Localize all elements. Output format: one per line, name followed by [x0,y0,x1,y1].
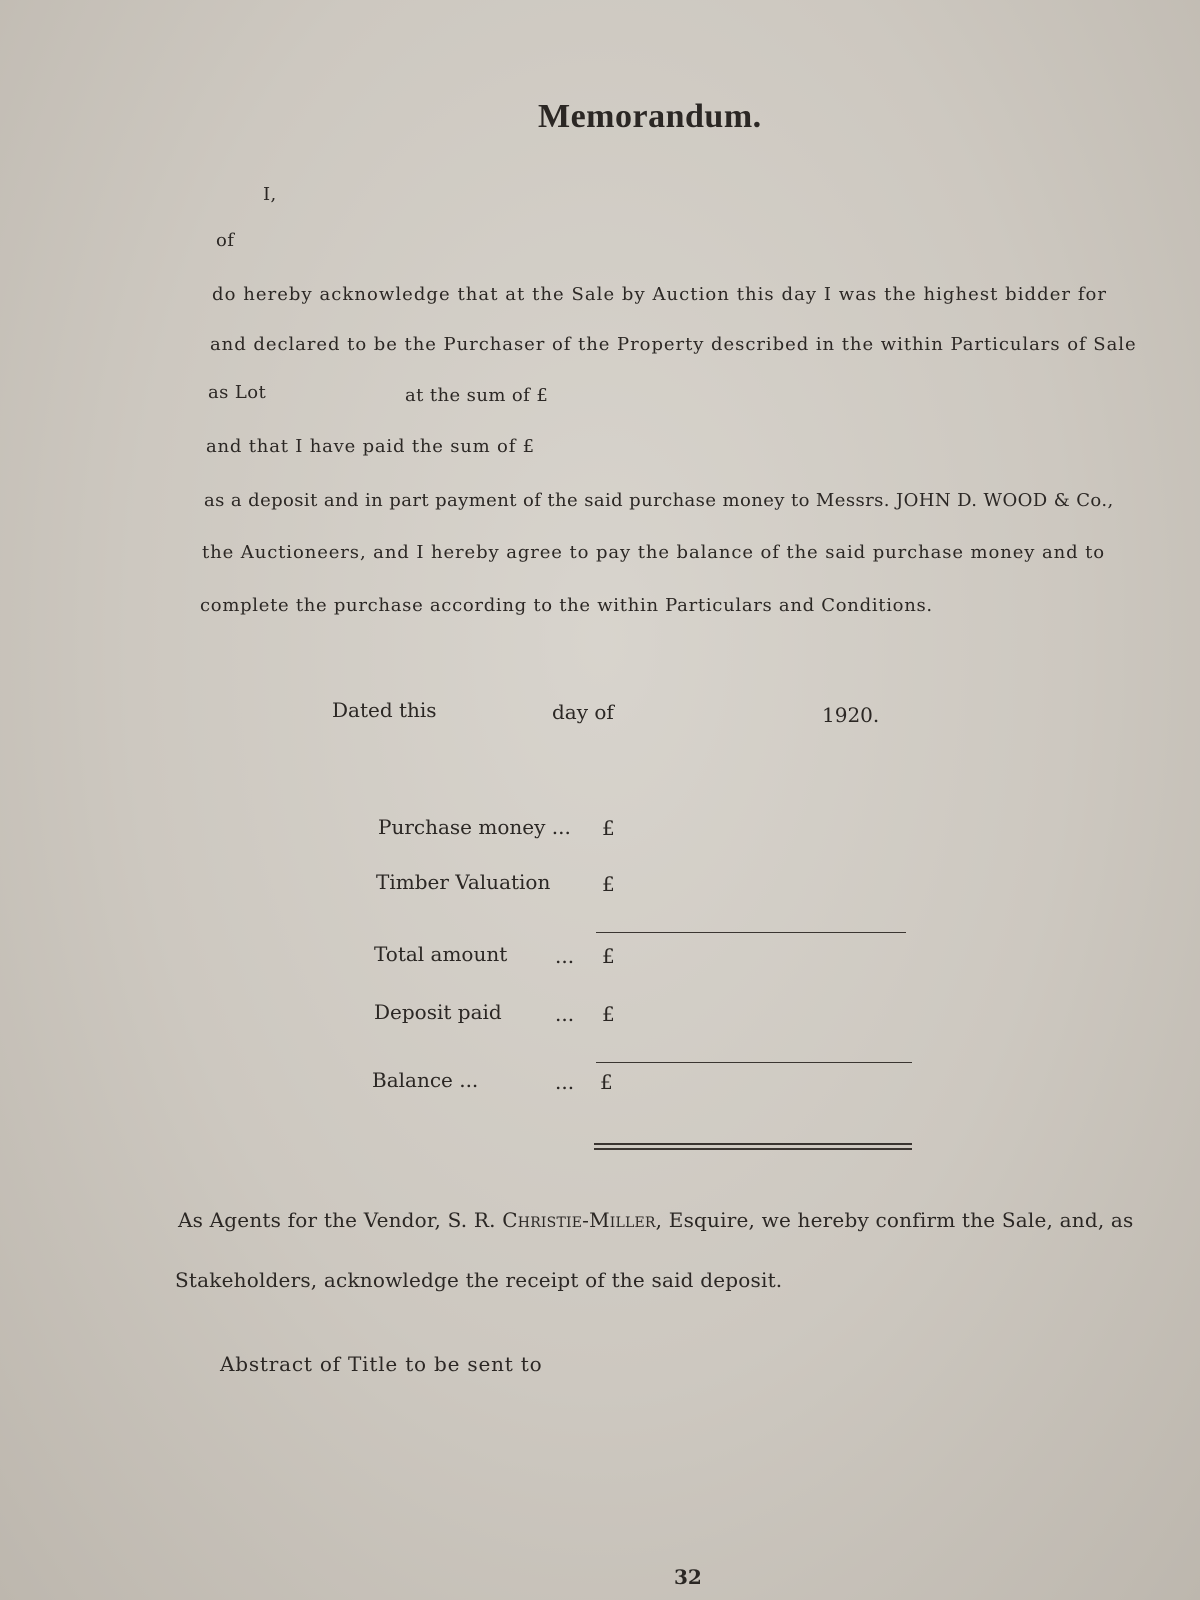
vendor-line-2: Stakeholders, acknowledge the receipt of the said deposit. [175,1268,783,1292]
dots: ... [555,944,575,968]
pound-sign: £ [600,1070,613,1094]
account-label: Timber Valuation [376,870,551,894]
account-label: Purchase money ... [378,815,571,839]
pound-sign: £ [602,816,615,840]
vendor-line-1 [178,1208,1134,1232]
balance-double-rule-top [594,1143,912,1145]
sum-label: at the sum of £ [405,385,549,406]
account-label: Total amount [374,942,508,966]
dots: ... [555,1070,575,1094]
pound-sign: £ [602,872,615,896]
day-of: day of [552,700,614,724]
deposit-line: as a deposit and in part payment of the said purchase money to Messrs. JOHN D. WOOD & Co., [204,490,1114,511]
body-line-1: do hereby acknowledge that at the Sale by Auction this day I was the highest bidder for [212,284,1108,305]
intro-i: I, [263,184,277,205]
vendor-text: As Agents for the Vendor, S. R. [178,1208,503,1232]
vendor-text: , Esquire, we hereby confirm the Sale, and, as [655,1208,1134,1232]
subtotal-rule [596,932,906,933]
pound-sign: £ [602,1002,615,1026]
vendor-name: Christie-Miller [502,1208,656,1232]
body-line-2: and declared to be the Purchaser of the Property described in the within Particulars of Sale [210,334,1137,355]
lot-label: as Lot [208,382,267,403]
year: 1920. [822,703,880,727]
account-label: Balance ... [372,1068,479,1092]
agree-line: the Auctioneers, and I hereby agree to pay the balance of the said purchase money and to [202,542,1106,563]
intro-of: of [216,230,235,251]
dated-this: Dated this [332,698,437,722]
dots: ... [555,1002,575,1026]
deposit-rule [596,1062,912,1063]
account-label: Deposit paid [374,1000,502,1024]
page-title: Memorandum. [538,98,762,135]
paid-line: and that I have paid the sum of £ [206,436,535,457]
complete-line: complete the purchase according to the within Particulars and Conditions. [200,595,933,616]
balance-double-rule-bottom [594,1148,912,1150]
abstract-of-title: Abstract of Title to be sent to [220,1352,543,1376]
pound-sign: £ [602,944,615,968]
page-number: 32 [674,1565,702,1589]
